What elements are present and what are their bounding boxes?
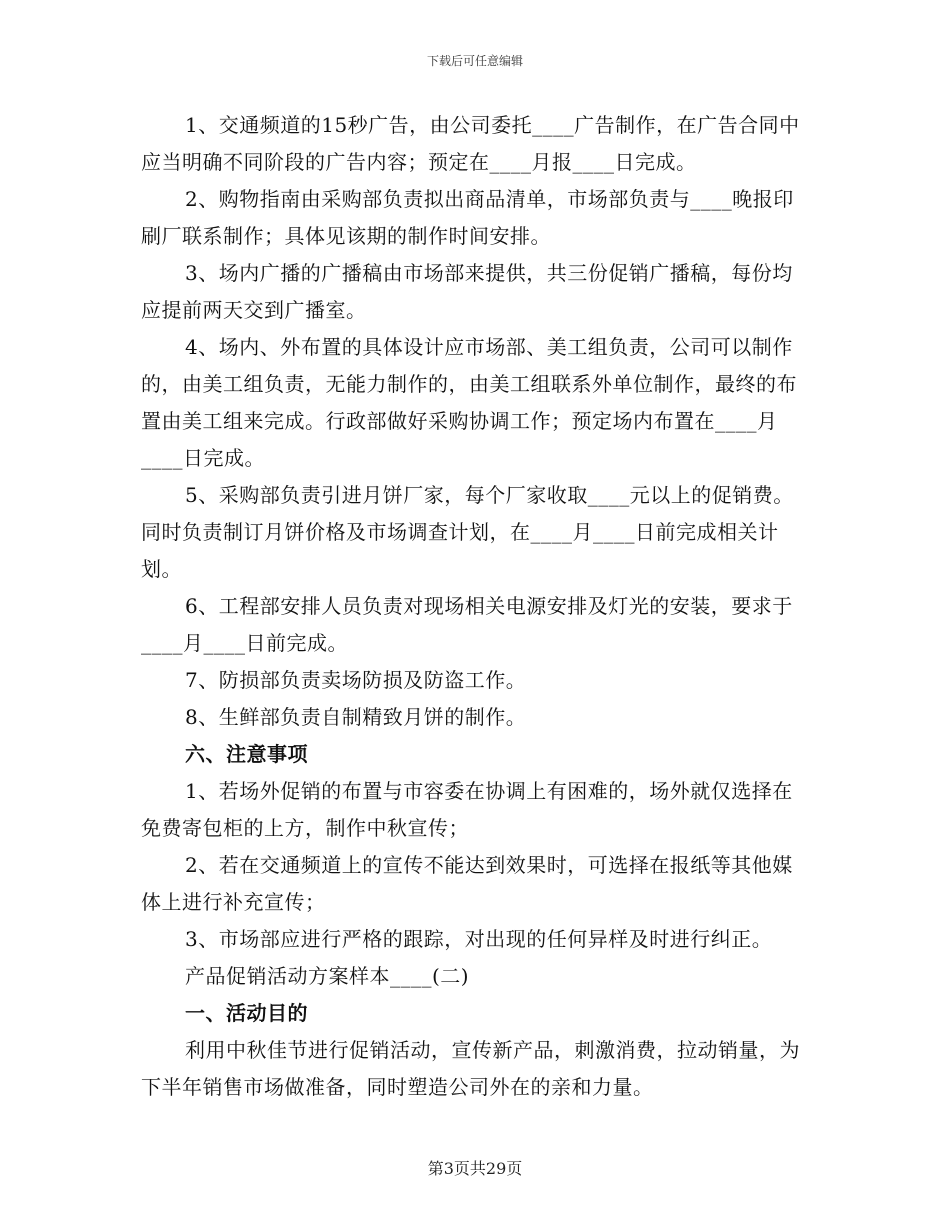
document-subtitle: 产品促销活动方案样本____(二) bbox=[185, 964, 470, 988]
paragraph-item-8: 8、生鲜部负责自制精致月饼的制作。 bbox=[185, 705, 527, 729]
paragraph-item-6: 6、工程部安排人员负责对现场相关电源安排及灯光的安装，要求于____月____日前完成。 bbox=[141, 594, 793, 655]
notes-item-3: 3、市场部应进行严格的跟踪，对出现的任何异样及时进行纠正。 bbox=[185, 927, 773, 951]
purpose-paragraph: 利用中秋佳节进行促销活动，宣传新产品，刺激消费，拉动销量，为下半年销售市场做准备，同时塑造公司外在的亲和力量。 bbox=[141, 1038, 800, 1099]
section-heading-notes: 六、注意事项 bbox=[185, 742, 308, 766]
paragraph-item-1: 1、交通频道的15秒广告，由公司委托____广告制作，在广告合同中应当明确不同阶段的广告内容；预定在____月报____日完成。 bbox=[141, 113, 800, 174]
document-body bbox=[141, 107, 813, 1106]
page-number: 第3页共29页 bbox=[427, 1159, 523, 1178]
section-heading-purpose: 一、活动目的 bbox=[185, 1001, 308, 1025]
paragraph-item-2: 2、购物指南由采购部负责拟出商品清单，市场部负责与____晚报印刷厂联系制作；具体见该期的制作时间安排。 bbox=[141, 187, 794, 248]
paragraph-item-7: 7、防损部负责卖场防损及防盗工作。 bbox=[185, 668, 527, 692]
notes-item-1: 1、若场外促销的布置与市容委在协调上有困难的，场外就仅选择在免费寄包柜的上方，制作中秋宣传； bbox=[141, 779, 793, 840]
notes-item-2: 2、若在交通频道上的宣传不能达到效果时，可选择在报纸等其他媒体上进行补充宣传； bbox=[141, 853, 793, 914]
page-header: 下载后可任意编辑 bbox=[426, 54, 523, 68]
paragraph-item-5: 5、采购部负责引进月饼厂家，每个厂家收取____元以上的促销费。同时负责制订月饼价格及市场调查计划，在____月____日前完成相关计划。 bbox=[141, 483, 794, 581]
paragraph-item-4: 4、场内、外布置的具体设计应市场部、美工组负责，公司可以制作的，由美工组负责，无能力制作的，由美工组联系外单位制作，最终的布置由美工组来完成。行政部做好采购协调工作；预定场内布置在____月____日完成。 bbox=[141, 335, 797, 470]
paragraph-item-3: 3、场内广播的广播稿由市场部来提供，共三份促销广播稿，每份均应提前两天交到广播室。 bbox=[141, 261, 793, 322]
